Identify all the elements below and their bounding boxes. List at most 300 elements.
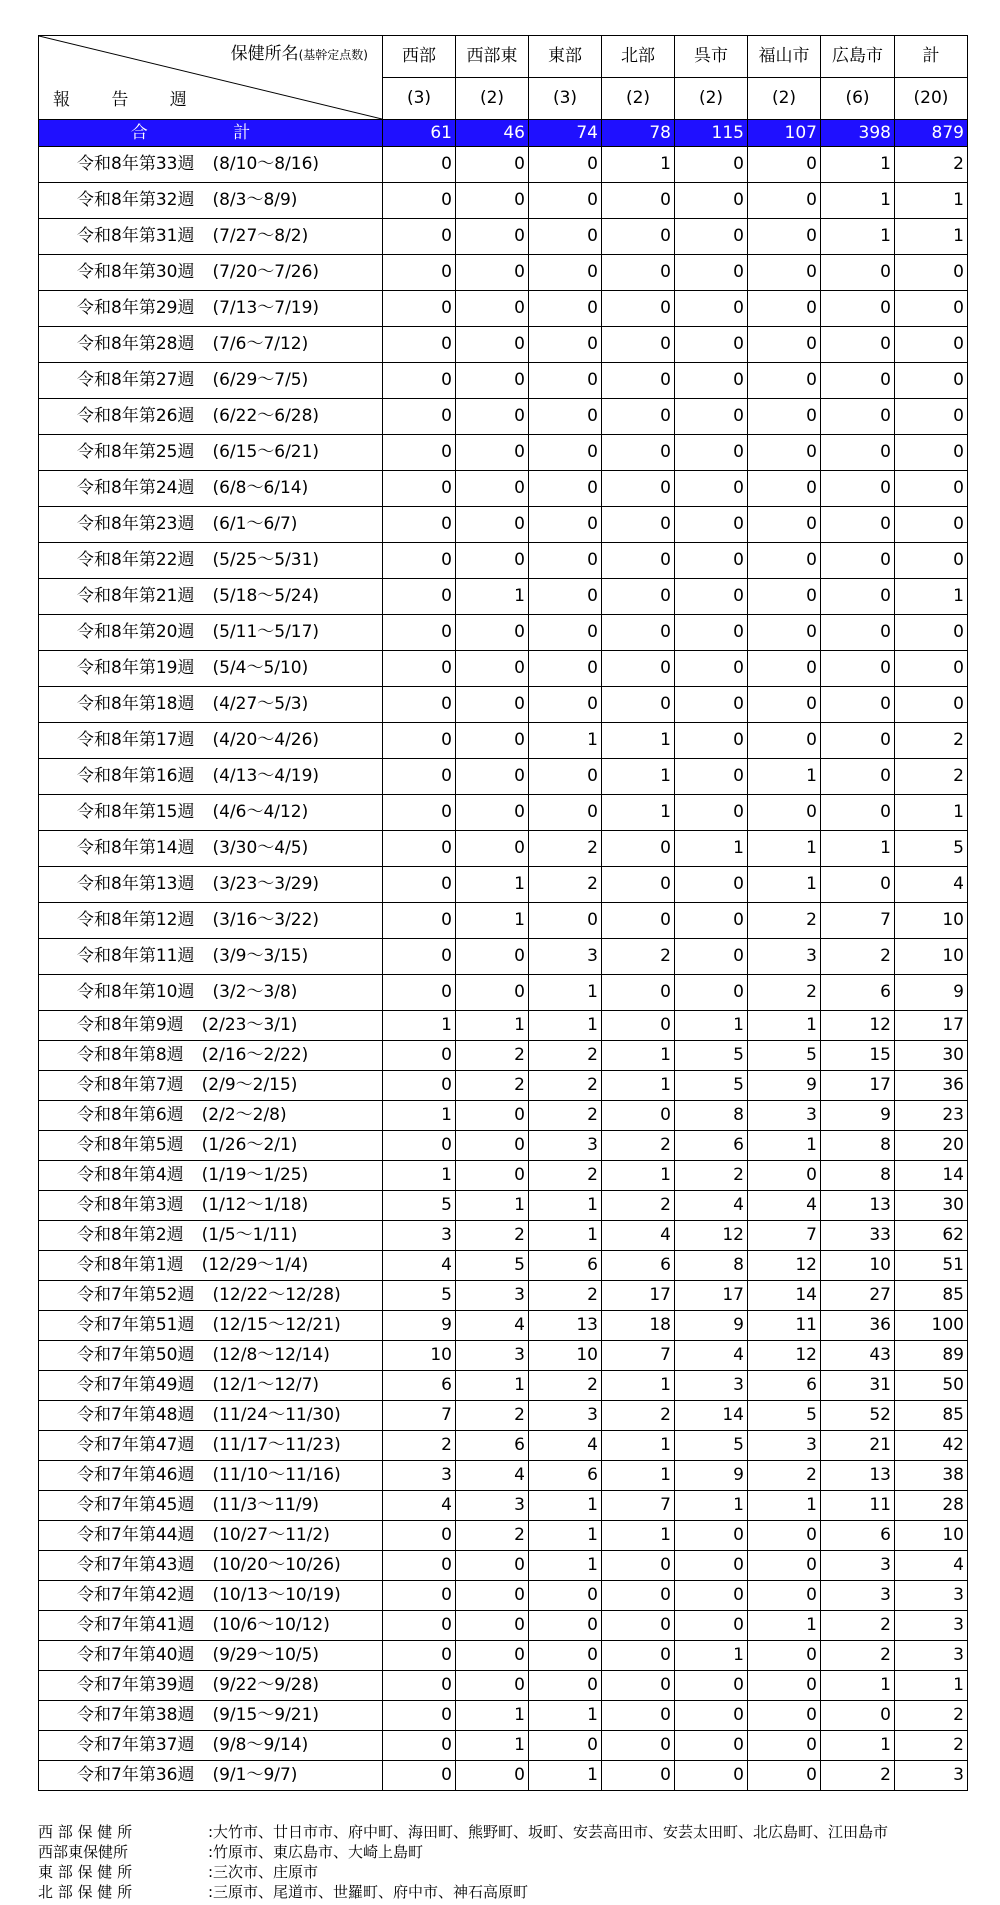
week-label-cell [39,615,383,651]
value-cell: 0 [748,147,821,183]
week-name: 令和7年第47週 [77,1435,195,1455]
value-cell: 0 [748,219,821,255]
week-name: 令和7年第50週 [77,1345,195,1365]
value-cell: 1 [456,867,529,903]
value-cell: 0 [456,1671,529,1701]
value-cell: 2 [456,1401,529,1431]
table-row [39,1191,968,1221]
value-cell: 2 [456,1221,529,1251]
week-name: 令和8年第30週 [77,262,195,282]
value-cell: 0 [675,219,748,255]
value-cell: 62 [895,1221,968,1251]
value-cell: 3 [895,1641,968,1671]
week-date-range: (1/19～1/25) [201,1165,309,1185]
value-cell: 1 [456,1701,529,1731]
week-name: 令和8年第12週 [77,910,195,930]
footnote-value: :大竹市、廿日市市、府中町、海田町、熊野町、坂町、安芸高田市、安芸太田町、北広島町、江田島市 [208,1823,889,1841]
footnote-line [38,1842,888,1862]
column-header-count: (2) [675,78,748,120]
table-row [39,1551,968,1581]
value-cell: 0 [602,1641,675,1671]
value-cell: 1 [821,219,895,255]
week-date-range: (7/27～8/2) [212,226,309,246]
week-name: 令和7年第37週 [77,1735,195,1755]
week-label-cell [39,1161,383,1191]
value-cell: 2 [456,1521,529,1551]
value-cell: 0 [675,471,748,507]
value-cell: 89 [895,1341,968,1371]
week-name: 令和7年第43週 [77,1555,195,1575]
value-cell: 0 [529,291,602,327]
value-cell: 30 [895,1191,968,1221]
value-cell: 1 [895,1671,968,1701]
value-cell: 1 [748,831,821,867]
value-cell: 0 [675,579,748,615]
value-cell: 0 [675,543,748,579]
value-cell: 0 [821,867,895,903]
value-cell: 0 [456,1131,529,1161]
value-cell: 6 [675,1131,748,1161]
value-cell: 1 [748,759,821,795]
value-cell: 0 [529,327,602,363]
value-cell: 2 [602,939,675,975]
week-date-range: (12/15～12/21) [212,1315,341,1335]
value-cell: 3 [748,1101,821,1131]
week-label-cell [39,1281,383,1311]
value-cell: 1 [456,903,529,939]
value-cell: 0 [675,939,748,975]
week-label-cell [39,687,383,723]
week-label-cell [39,1761,383,1791]
week-date-range: (3/2～3/8) [212,982,298,1002]
value-cell: 0 [456,1101,529,1131]
value-cell: 0 [456,831,529,867]
value-cell: 0 [456,1581,529,1611]
value-cell: 0 [383,795,456,831]
value-cell: 0 [529,1611,602,1641]
value-cell: 1 [529,1701,602,1731]
week-date-range: (10/13～10/19) [212,1585,341,1605]
week-name: 令和7年第39週 [77,1675,195,1695]
value-cell: 0 [529,1671,602,1701]
week-date-range: (6/15～6/21) [212,442,320,462]
value-cell: 0 [602,399,675,435]
week-date-range: (6/29～7/5) [212,370,309,390]
value-cell: 1 [602,795,675,831]
value-cell: 0 [821,471,895,507]
week-date-range: (11/17～11/23) [212,1435,341,1455]
value-cell: 0 [675,687,748,723]
week-name: 令和7年第36週 [77,1765,195,1785]
value-cell: 0 [675,147,748,183]
week-name: 令和8年第20週 [77,622,195,642]
value-cell: 0 [456,795,529,831]
value-cell: 7 [602,1341,675,1371]
value-cell: 38 [895,1461,968,1491]
value-cell: 1 [456,1011,529,1041]
week-name: 令和8年第7週 [77,1075,184,1095]
value-cell: 85 [895,1401,968,1431]
column-header-name: 西部東 [456,36,529,78]
week-date-range: (3/16～3/22) [212,910,320,930]
value-cell: 0 [529,579,602,615]
week-date-range: (5/18～5/24) [212,586,320,606]
value-cell: 0 [529,507,602,543]
column-header-name: 北部 [602,36,675,78]
week-name: 令和7年第48週 [77,1405,195,1425]
value-cell: 0 [456,687,529,723]
week-date-range: (1/5～1/11) [201,1225,298,1245]
week-date-range: (1/26～2/1) [201,1135,298,1155]
value-cell: 0 [675,1551,748,1581]
week-date-range: (4/27～5/3) [212,694,309,714]
week-date-range: (9/29～10/5) [212,1645,320,1665]
total-value-cell: 74 [529,120,602,147]
value-cell: 0 [602,219,675,255]
value-cell: 1 [602,1461,675,1491]
table-row [39,363,968,399]
value-cell: 0 [675,615,748,651]
footnote-key: 北 部 保 健 所 [38,1883,133,1901]
total-value-cell: 61 [383,120,456,147]
value-cell: 0 [675,867,748,903]
value-cell: 1 [602,1371,675,1401]
week-name: 令和8年第29週 [77,298,195,318]
value-cell: 3 [456,1341,529,1371]
value-cell: 0 [456,183,529,219]
value-cell: 0 [895,255,968,291]
value-cell: 0 [529,435,602,471]
value-cell: 0 [383,147,456,183]
value-cell: 5 [675,1431,748,1461]
value-cell: 0 [748,399,821,435]
value-cell: 0 [895,651,968,687]
week-date-range: (12/8～12/14) [212,1345,330,1365]
week-label-cell [39,579,383,615]
week-name: 令和8年第6週 [77,1105,184,1125]
value-cell: 0 [895,291,968,327]
table-row [39,831,968,867]
table-row [39,1011,968,1041]
value-cell: 0 [383,363,456,399]
week-date-range: (3/30～4/5) [212,838,309,858]
week-name: 令和8年第14週 [77,838,195,858]
value-cell: 0 [602,1671,675,1701]
value-cell: 0 [748,1701,821,1731]
week-label-cell [39,1341,383,1371]
table-row [39,399,968,435]
value-cell: 0 [821,759,895,795]
week-label-cell [39,1581,383,1611]
value-cell: 2 [895,1701,968,1731]
column-header-count: (3) [529,78,602,120]
column-header-name: 広島市 [821,36,895,78]
week-date-range: (4/20～4/26) [212,730,320,750]
value-cell: 0 [675,903,748,939]
value-cell: 1 [456,1191,529,1221]
value-cell: 0 [383,939,456,975]
week-name: 令和8年第4週 [77,1165,184,1185]
value-cell: 10 [529,1341,602,1371]
value-cell: 3 [456,1491,529,1521]
table-row [39,1581,968,1611]
column-header-name: 東部 [529,36,602,78]
week-label-cell [39,255,383,291]
table-row [39,1401,968,1431]
value-cell: 3 [456,1281,529,1311]
value-cell: 1 [529,975,602,1011]
value-cell: 0 [675,363,748,399]
value-cell: 0 [675,291,748,327]
value-cell: 0 [602,651,675,687]
value-cell: 2 [602,1401,675,1431]
week-label-cell [39,1551,383,1581]
value-cell: 1 [383,1011,456,1041]
value-cell: 1 [895,579,968,615]
value-cell: 9 [748,1071,821,1101]
value-cell: 10 [383,1341,456,1371]
value-cell: 0 [602,1731,675,1761]
value-cell: 0 [748,363,821,399]
week-date-range: (10/6～10/12) [212,1615,330,1635]
week-name: 令和7年第42週 [77,1585,195,1605]
value-cell: 5 [383,1191,456,1221]
value-cell: 0 [456,507,529,543]
value-cell: 0 [602,615,675,651]
value-cell: 0 [675,1521,748,1551]
value-cell: 1 [602,1041,675,1071]
week-label-cell [39,1221,383,1251]
value-cell: 0 [456,651,529,687]
value-cell: 1 [602,1521,675,1551]
value-cell: 0 [748,1551,821,1581]
value-cell: 0 [821,1701,895,1731]
value-cell: 0 [821,795,895,831]
value-cell: 0 [383,183,456,219]
value-cell: 0 [675,975,748,1011]
week-date-range: (7/20～7/26) [212,262,320,282]
week-date-range: (10/20～10/26) [212,1555,341,1575]
value-cell: 1 [675,831,748,867]
value-cell: 3 [895,1611,968,1641]
value-cell: 0 [383,1731,456,1761]
table-row [39,687,968,723]
week-date-range: (6/8～6/14) [212,478,309,498]
value-cell: 0 [748,687,821,723]
week-name: 令和8年第22週 [77,550,195,570]
value-cell: 13 [821,1191,895,1221]
value-cell: 4 [456,1461,529,1491]
table-row [39,327,968,363]
table-row [39,795,968,831]
table-row [39,219,968,255]
week-name: 令和8年第31週 [77,226,195,246]
column-header-count: (2) [456,78,529,120]
week-date-range: (4/6～4/12) [212,802,309,822]
week-label-cell [39,327,383,363]
value-cell: 0 [383,1551,456,1581]
value-cell: 1 [529,1761,602,1791]
value-cell: 0 [383,471,456,507]
week-name: 令和7年第38週 [77,1705,195,1725]
footnote-line [38,1882,888,1902]
value-cell: 0 [675,651,748,687]
value-cell: 0 [675,1581,748,1611]
value-cell: 0 [383,831,456,867]
week-name: 令和8年第25週 [77,442,195,462]
value-cell: 1 [602,1071,675,1101]
value-cell: 4 [675,1191,748,1221]
total-value-cell: 46 [456,120,529,147]
table-row [39,867,968,903]
value-cell: 0 [821,291,895,327]
value-cell: 2 [529,1281,602,1311]
value-cell: 0 [675,1671,748,1701]
value-cell: 0 [748,507,821,543]
value-cell: 3 [748,1431,821,1461]
table-row [39,1611,968,1641]
value-cell: 9 [675,1461,748,1491]
value-cell: 2 [821,1761,895,1791]
week-label-cell [39,1401,383,1431]
value-cell: 0 [602,687,675,723]
value-cell: 1 [383,1101,456,1131]
value-cell: 5 [748,1041,821,1071]
value-cell: 0 [821,363,895,399]
value-cell: 0 [456,363,529,399]
week-date-range: (9/8～9/14) [212,1735,309,1755]
value-cell: 0 [821,435,895,471]
footnotes [38,1822,888,1902]
week-name: 令和8年第16週 [77,766,195,786]
table-row [39,1641,968,1671]
week-label-cell [39,219,383,255]
value-cell: 0 [383,255,456,291]
value-cell: 0 [383,1131,456,1161]
value-cell: 0 [456,291,529,327]
value-cell: 0 [602,255,675,291]
value-cell: 1 [529,1011,602,1041]
value-cell: 31 [821,1371,895,1401]
value-cell: 0 [675,327,748,363]
value-cell: 2 [602,1131,675,1161]
week-label-cell [39,1641,383,1671]
value-cell: 0 [675,255,748,291]
week-name: 令和7年第51週 [77,1315,195,1335]
footnote-key: 西 部 保 健 所 [38,1823,133,1841]
table-row [39,903,968,939]
value-cell: 1 [748,1131,821,1161]
value-cell: 2 [456,1041,529,1071]
value-cell: 2 [748,1461,821,1491]
table-row [39,939,968,975]
table-row [39,1041,968,1071]
value-cell: 0 [821,687,895,723]
value-cell: 6 [529,1461,602,1491]
value-cell: 0 [456,219,529,255]
value-cell: 21 [821,1431,895,1461]
table-row [39,1461,968,1491]
value-cell: 2 [529,1071,602,1101]
value-cell: 6 [821,1521,895,1551]
value-cell: 0 [383,327,456,363]
value-cell: 2 [895,147,968,183]
week-date-range: (9/1～9/7) [212,1765,298,1785]
value-cell: 0 [383,1521,456,1551]
value-cell: 0 [748,1671,821,1701]
value-cell: 0 [602,831,675,867]
corner-bottom-label: 報 告 週 [53,90,205,110]
column-header-count: (20) [895,78,968,120]
value-cell: 30 [895,1041,968,1071]
value-cell: 8 [675,1101,748,1131]
value-cell: 0 [748,471,821,507]
value-cell: 1 [529,723,602,759]
column-header-name: 呉市 [675,36,748,78]
value-cell: 0 [821,651,895,687]
week-label-cell [39,1311,383,1341]
week-name: 令和7年第45週 [77,1495,195,1515]
value-cell: 0 [748,183,821,219]
value-cell: 0 [456,759,529,795]
week-name: 令和8年第5週 [77,1135,184,1155]
value-cell: 3 [529,939,602,975]
footnote-key: 東 部 保 健 所 [38,1863,133,1881]
value-cell: 0 [456,399,529,435]
value-cell: 0 [675,1731,748,1761]
value-cell: 0 [456,543,529,579]
table-row [39,1101,968,1131]
week-label-cell [39,363,383,399]
week-name: 令和7年第40週 [77,1645,195,1665]
value-cell: 0 [529,795,602,831]
value-cell: 2 [895,1731,968,1761]
value-cell: 0 [383,867,456,903]
value-cell: 0 [456,1551,529,1581]
value-cell: 3 [675,1371,748,1401]
value-cell: 17 [821,1071,895,1101]
report-table-container [38,35,968,1791]
value-cell: 0 [383,723,456,759]
week-label-cell [39,831,383,867]
value-cell: 2 [529,867,602,903]
value-cell: 0 [602,507,675,543]
value-cell: 51 [895,1251,968,1281]
footnote-value: :三次市、庄原市 [208,1863,319,1881]
week-label-cell [39,795,383,831]
table-row [39,723,968,759]
value-cell: 2 [748,975,821,1011]
value-cell: 0 [602,1701,675,1731]
value-cell: 1 [748,1611,821,1641]
value-cell: 3 [383,1221,456,1251]
value-cell: 0 [456,615,529,651]
week-name: 令和8年第26週 [77,406,195,426]
value-cell: 0 [529,615,602,651]
value-cell: 6 [821,975,895,1011]
value-cell: 0 [675,507,748,543]
week-name: 令和8年第32週 [77,190,195,210]
week-name: 令和8年第9週 [77,1015,184,1035]
value-cell: 0 [529,471,602,507]
table-row [39,1221,968,1251]
week-label-cell [39,291,383,327]
value-cell: 0 [383,579,456,615]
value-cell: 0 [383,687,456,723]
footnote-line [38,1862,888,1882]
value-cell: 1 [529,1191,602,1221]
value-cell: 2 [675,1161,748,1191]
